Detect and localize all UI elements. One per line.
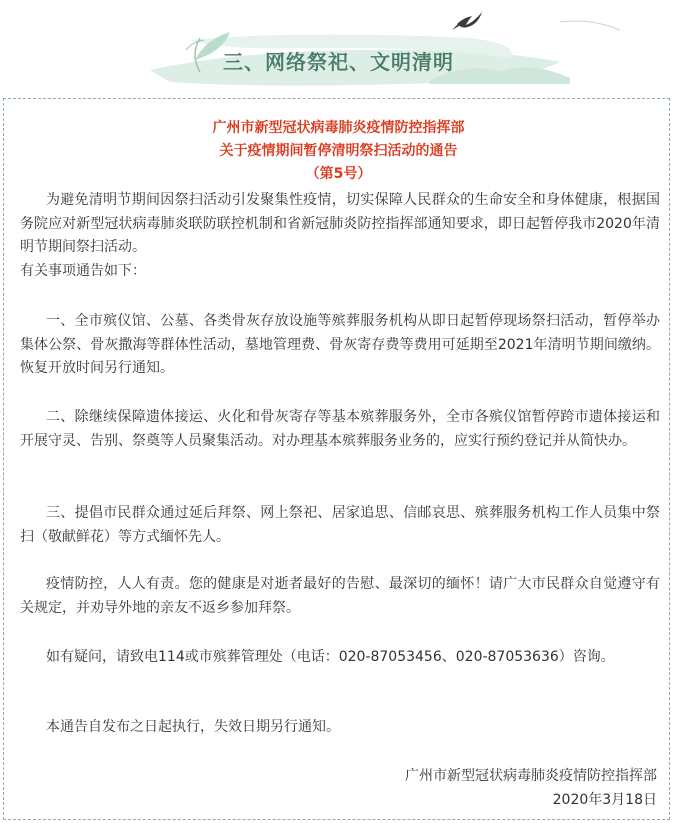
notice-title: 关于疫情期间暂停清明祭扫活动的通告 <box>219 143 458 159</box>
signature-org: 广州市新型冠状病毒肺炎疫情防控指挥部 <box>405 768 657 784</box>
notice-issuer: 广州市新型冠状病毒肺炎疫情防控指挥部 <box>212 120 465 136</box>
intro-paragraph: 为避免清明节期间因祭扫活动引发聚集性疫情，切实保障人民群众的生命安全和身体健康，根据国务院应对新型冠状病毒肺炎联防联控机制和省新冠肺炎防控指挥部通知要求，即日起暂停我市2020年清明节期间祭扫活动。 <box>20 192 660 255</box>
section-title: 三、网络祭祀、文明清明 <box>223 50 454 74</box>
section-banner <box>0 0 677 92</box>
contact-paragraph: 如有疑问，请致电114或市殡葬管理处（电话：020-87053456、020-87053636）咨询。 <box>46 649 615 665</box>
lead-paragraph: 有关事项通告如下： <box>20 263 146 279</box>
effective-paragraph: 本通告自发布之日起执行，失效日期另行通知。 <box>46 719 340 735</box>
signature-date: 2020年3月18日 <box>552 792 657 808</box>
item-1-paragraph: 一、全市殡仪馆、公墓、各类骨灰存放设施等殡葬服务机构从即日起暂停现场祭扫活动，暂停举办集体公祭、骨灰撒海等群体性活动，墓地管理费、骨灰寄存费等费用可延期至2021年清明节期间缴纳。恢复开放时间另行通知。 <box>20 313 660 376</box>
notice-header <box>0 117 677 186</box>
appeal-paragraph: 疫情防控，人人有责。您的健康是对逝者最好的告慰、最深切的缅怀！请广大市民群众自觉遵守有关规定，并劝导外地的亲友不返乡参加拜祭。 <box>20 576 660 616</box>
item-3-paragraph: 三、提倡市民群众通过延后拜祭、网上祭祀、居家追思、信邮哀思、殡葬服务机构工作人员集中祭扫（敬献鲜花）等方式缅怀先人。 <box>20 505 660 545</box>
notice-number: （第5号） <box>305 166 372 182</box>
item-2-paragraph: 二、除继续保障遗体接运、火化和骨灰寄存等基本殡葬服务外，全市各殡仪馆暂停跨市遗体接运和开展守灵、告别、祭奠等人员聚集活动。对办理基本殡葬服务业务的，应实行预约登记并从简快办。 <box>20 409 660 449</box>
swallow-icon <box>452 12 482 30</box>
